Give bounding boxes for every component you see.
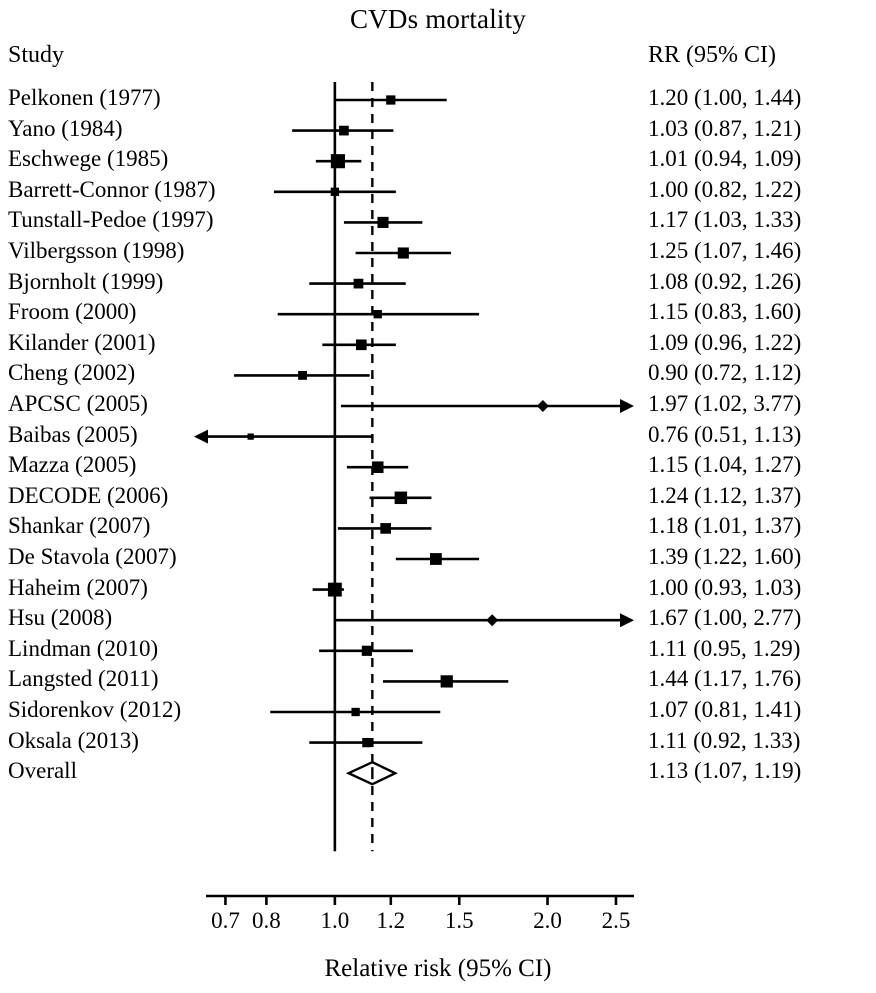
x-tick-1.5: 1.5 bbox=[444, 908, 474, 933]
study-effect-value: 1.24 (1.12, 1.37) bbox=[648, 482, 802, 508]
x-tick-0.7: 0.7 bbox=[211, 908, 240, 933]
study-effect-value: 1.15 (0.83, 1.60) bbox=[648, 299, 802, 325]
study-label: Yano (1984) bbox=[8, 115, 123, 141]
study-effect-value: 1.00 (0.82, 1.22) bbox=[648, 176, 802, 202]
study-label: Eschwege (1985) bbox=[8, 146, 169, 172]
study-label: Sidorenkov (2012) bbox=[8, 697, 182, 722]
overall-label: Overall bbox=[8, 758, 77, 784]
study-label: Lindman (2010) bbox=[8, 635, 159, 661]
study-effect-value: 1.11 (0.92, 1.33) bbox=[648, 727, 801, 753]
study-effect-value: 1.39 (1.22, 1.60) bbox=[648, 544, 802, 569]
x-tick-2.0: 2.0 bbox=[533, 908, 562, 933]
study-effect-value: 1.09 (0.96, 1.22) bbox=[648, 329, 802, 355]
study-effect-value: 1.44 (1.17, 1.76) bbox=[648, 666, 802, 692]
study-label: Kilander (2001) bbox=[8, 329, 156, 355]
x-axis-label: Relative risk (95% CI) bbox=[324, 955, 552, 982]
study-label: De Stavola (2007) bbox=[8, 544, 177, 569]
study-label: Oksala (2013) bbox=[8, 727, 139, 753]
study-label: Tunstall-Pedoe (1997) bbox=[8, 207, 214, 233]
study-label: Barrett-Connor (1987) bbox=[8, 176, 216, 202]
study-effect-value: 0.90 (0.72, 1.12) bbox=[648, 360, 802, 386]
study-effect-value: 1.18 (1.01, 1.37) bbox=[648, 513, 802, 539]
x-tick-1.0: 1.0 bbox=[320, 908, 350, 933]
overall-effect-value: 1.13 (1.07, 1.19) bbox=[648, 758, 802, 784]
study-label: Haheim (2007) bbox=[8, 574, 148, 600]
study-label: Mazza (2005) bbox=[8, 452, 137, 478]
chart-title: CVDs mortality bbox=[349, 4, 527, 34]
study-effect-value: 1.67 (1.00, 2.77) bbox=[648, 605, 802, 631]
column-header-effect: RR (95% CI) bbox=[648, 42, 776, 68]
study-label: Cheng (2002) bbox=[8, 360, 136, 386]
study-effect-value: 1.01 (0.94, 1.09) bbox=[648, 146, 802, 172]
study-effect-value: 1.03 (0.87, 1.21) bbox=[648, 115, 802, 141]
study-label: Froom (2000) bbox=[8, 299, 137, 325]
x-tick-2.5: 2.5 bbox=[601, 908, 631, 933]
study-effect-value: 1.08 (0.92, 1.26) bbox=[648, 268, 802, 294]
study-effect-value: 1.20 (1.00, 1.44) bbox=[648, 85, 802, 110]
study-effect-value: 1.07 (0.81, 1.41) bbox=[648, 697, 802, 722]
study-effect-value: 1.15 (1.04, 1.27) bbox=[648, 452, 802, 478]
study-label: APCSC (2005) bbox=[8, 391, 148, 416]
study-effect-value: 1.97 (1.02, 3.77) bbox=[648, 391, 802, 416]
study-label: Langsted (2011) bbox=[8, 666, 159, 692]
x-tick-1.2: 1.2 bbox=[376, 908, 406, 933]
study-effect-value: 1.25 (1.07, 1.46) bbox=[648, 238, 802, 263]
study-effect-value: 0.76 (0.51, 1.13) bbox=[648, 421, 802, 447]
study-effect-value: 1.17 (1.03, 1.33) bbox=[648, 207, 802, 233]
x-tick-0.8: 0.8 bbox=[252, 908, 281, 933]
study-label: Pelkonen (1977) bbox=[8, 85, 161, 110]
study-label: Vilbergsson (1998) bbox=[8, 238, 185, 263]
study-label: Hsu (2008) bbox=[8, 605, 113, 631]
study-label: Baibas (2005) bbox=[8, 421, 138, 447]
study-label: DECODE (2006) bbox=[8, 482, 169, 508]
column-header-study: Study bbox=[8, 42, 65, 68]
study-effect-value: 1.00 (0.93, 1.03) bbox=[648, 574, 802, 600]
study-label: Bjornholt (1999) bbox=[8, 268, 164, 294]
study-effect-value: 1.11 (0.95, 1.29) bbox=[648, 635, 801, 661]
study-label: Shankar (2007) bbox=[8, 513, 151, 539]
